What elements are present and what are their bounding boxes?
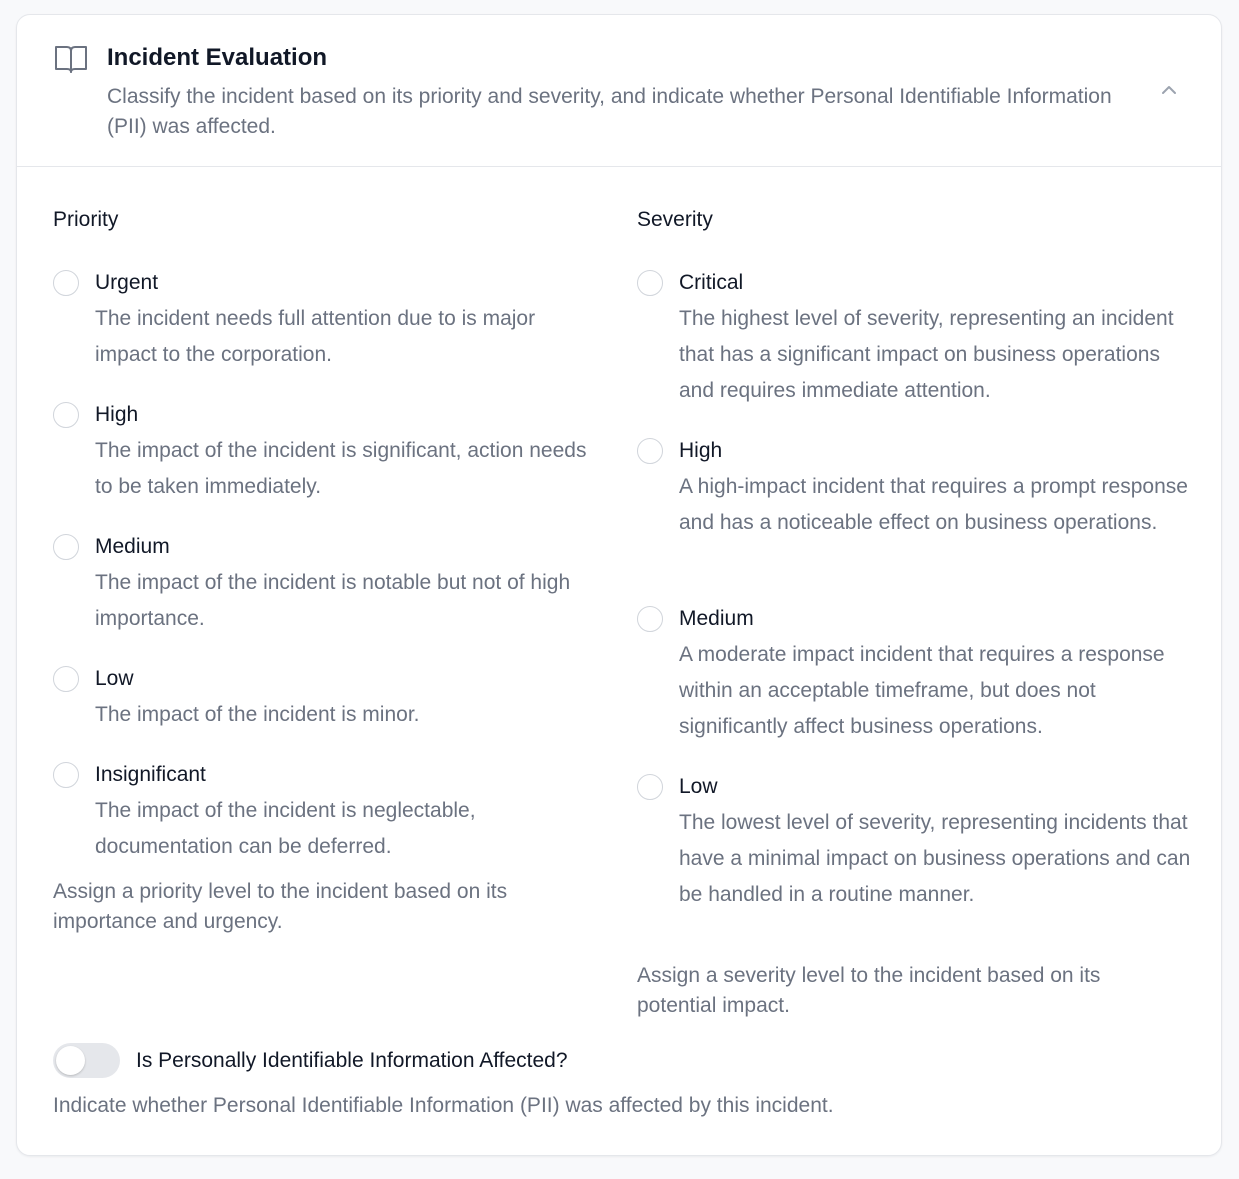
option-description: A high-impact incident that requires a prompt response and has a noticeable effect on business operations. [679,475,1188,534]
radio-button[interactable] [53,402,79,428]
option-label: High [95,403,139,426]
option-description: The highest level of severity, representing an incident that has a significant impact on business operations and requires immediate attention. [679,307,1174,402]
pii-toggle[interactable] [53,1043,120,1078]
option-label: Critical [679,271,744,294]
option-description: The impact of the incident is minor. [95,703,420,726]
radio-button[interactable] [53,666,79,692]
option-label: Medium [679,607,754,630]
book-open-icon [54,44,88,74]
option-description: The impact of the incident is significant, action needs to be taken immediately. [95,439,587,498]
severity-title: Severity [637,208,713,231]
radio-button[interactable] [53,762,79,788]
toggle-knob [56,1046,85,1075]
priority-title: Priority [53,208,119,231]
pii-help-text: Indicate whether Personal Identifiable Information (PII) was affected by this incident. [53,1094,834,1117]
option-description: The lowest level of severity, representing incidents that have a minimal impact on business operations and can be handled in a routine manner. [679,811,1191,906]
option-label: Low [679,775,718,798]
card-title: Incident Evaluation [107,44,328,71]
option-description: The incident needs full attention due to is major impact to the corporation. [95,307,536,366]
radio-button[interactable] [53,270,79,296]
radio-button[interactable] [637,774,663,800]
radio-button[interactable] [637,606,663,632]
option-label: Urgent [95,271,159,294]
radio-button[interactable] [53,534,79,560]
option-label: Medium [95,535,170,558]
chevron-up-icon[interactable] [1158,79,1180,101]
option-description: The impact of the incident is notable but not of high importance. [95,571,571,630]
radio-button[interactable] [637,438,663,464]
card-header[interactable] [17,15,1221,167]
option-label: High [679,439,723,462]
pii-toggle-label[interactable]: Is Personally Identifiable Information Affected? [136,1049,568,1072]
radio-button[interactable] [637,270,663,296]
severity-help-text: Assign a severity level to the incident based on its potential impact. [637,964,1101,1017]
card-description: Classify the incident based on its priority and severity, and indicate whether Personal Identifiable Information (PII) was affected. [107,85,1112,138]
priority-help-text: Assign a priority level to the incident based on its importance and urgency. [53,880,508,933]
option-label: Insignificant [95,763,206,786]
option-description: A moderate impact incident that requires a response within an acceptable timeframe, but does not significantly affect business operations. [679,643,1165,738]
option-description: The impact of the incident is neglectable, documentation can be deferred. [95,799,476,858]
option-label: Low [95,667,134,690]
incident-evaluation-card [16,14,1222,1156]
